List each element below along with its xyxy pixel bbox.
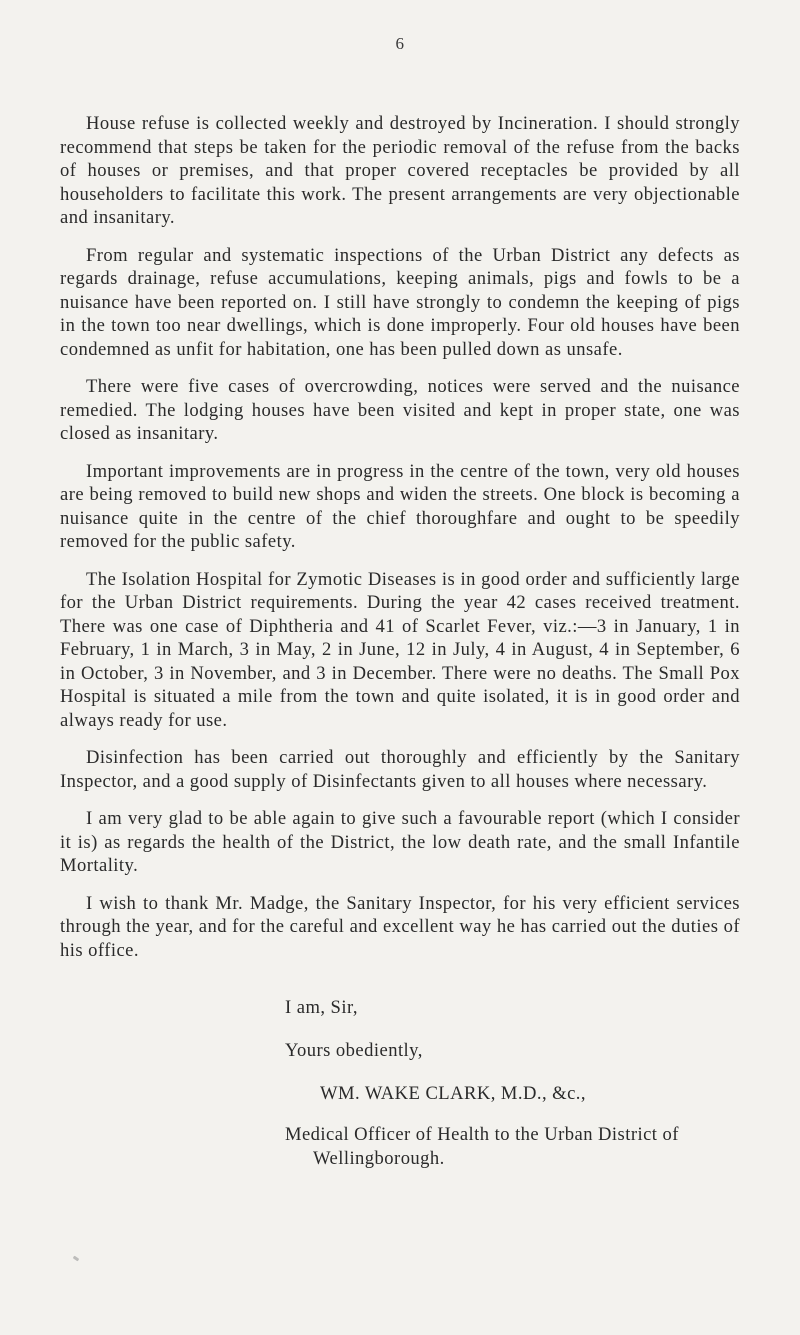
paragraph-overcrowding: There were five cases of overcrowding, notices were served and the nuisance remedied. The lodging houses have been visited and kept in proper state, one was closed as insanitary. — [60, 376, 740, 444]
signature: WM. WAKE CLARK, M.D., &c., — [320, 1083, 586, 1104]
paragraph-disinfection: Disinfection has been carried out thoroughly and efficiently by the Sanitary Inspector, and a good supply of Disinfectants given to all houses where necessary. — [60, 747, 740, 792]
salutation: I am, Sir, — [285, 997, 358, 1018]
paragraph-health-report: I am very glad to be able again to give such a favourable report (which I consider it is) as regards the health of the District, the low death rate, and the small Infantile Mortality. — [60, 808, 740, 876]
officer-title-line-1: Medical Officer of Health to the Urban District of — [285, 1124, 679, 1145]
paper-speck — [73, 1256, 80, 1262]
paragraph-refuse: House refuse is collected weekly and destroyed by Incineration. I should strongly recommend that steps be taken for the periodic removal of the refuse from the backs of houses or premises, and that proper covered receptacles be provided by all householders to facilitate this work. The present arrangements are very objectionable and insanitary. — [60, 113, 740, 228]
paragraph-thanks: I wish to thank Mr. Madge, the Sanitary Inspector, for his very efficient services through the year, and for the careful and excellent way he has carried out the duties of his office. — [60, 892, 740, 961]
valediction: Yours obediently, — [285, 1040, 423, 1061]
paragraph-inspections: From regular and systematic inspections of the Urban District any defects as regards drainage, refuse accumulations, keeping animals, pigs and fowls to be a nuisance have been reported on. I still have strongly to condemn the keeping of pigs in the town too near dwellings, which is done improperly. Four old houses have been condemned as unfit for habitation, one has been pulled down as unsafe. — [60, 244, 740, 360]
page-number: 6 — [395, 34, 405, 53]
paragraph-improvements: Important improvements are in progress in the centre of the town, very old houses are being removed to build new shops and widen the streets. One block is becoming a nuisance quite in the centre of the chief thoroughfare and ought to be speedily removed for the public safety. — [60, 460, 740, 552]
officer-title-line-2: Wellingborough. — [313, 1148, 445, 1169]
report-body — [60, 112, 740, 976]
paragraph-isolation-hospital: The Isolation Hospital for Zymotic Diseases is in good order and sufficiently large for the Urban District requirements. During the year 42 cases received treatment. There was one case of Diphtheria and 41 of Scarlet Fever, viz.:—3 in January, 1 in February, 1 in March, 3 in May, 2 in June, 12 in July, 4 in August, 4 in September, 6 in October, 3 in November, and 3 in December. There were no deaths. The Small Pox Hospital is situated a mile from the town and quite isolated, it is in good order and always ready for use. — [60, 568, 740, 731]
